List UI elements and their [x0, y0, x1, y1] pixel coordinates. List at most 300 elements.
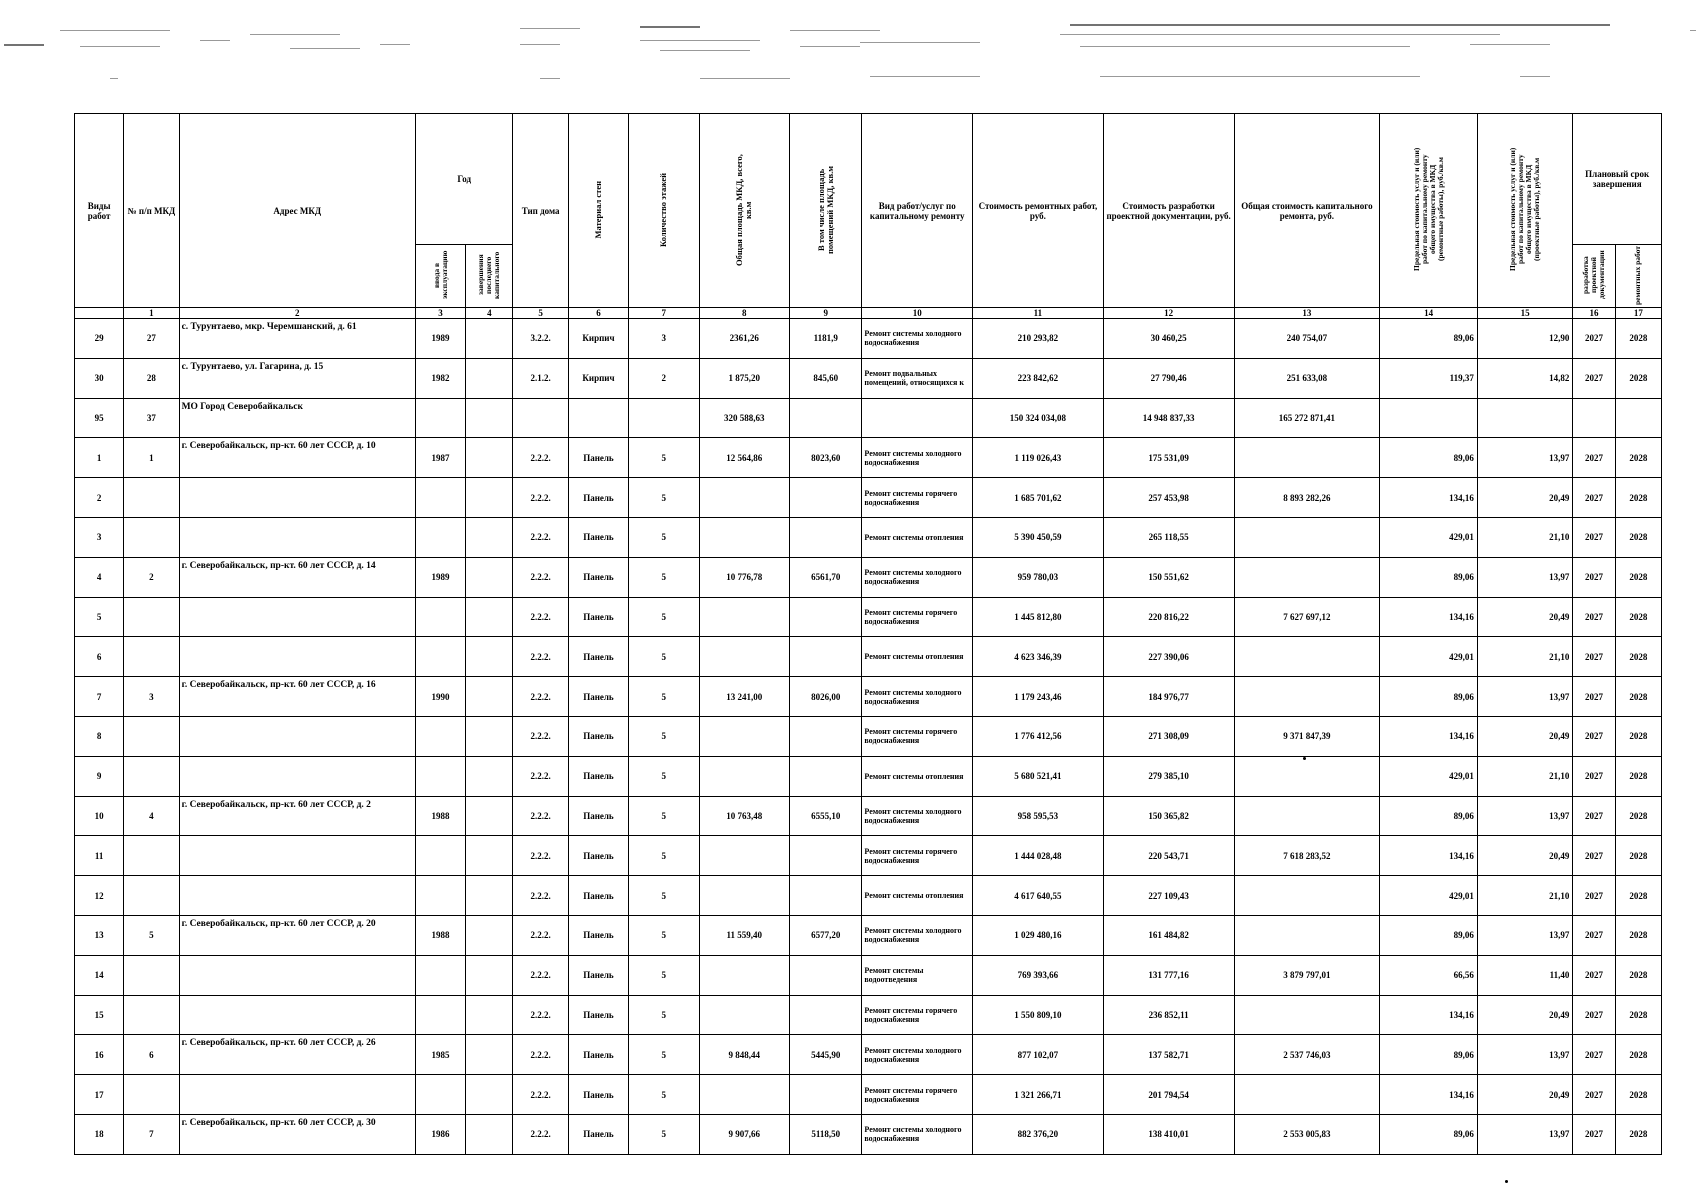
- cell-limit-repair: 119,37: [1380, 358, 1478, 398]
- table-row: [75, 836, 1662, 876]
- cell-limit-repair: 134,16: [1380, 478, 1478, 518]
- cell-year-repair: [466, 836, 513, 876]
- cell-total-area: [699, 716, 790, 756]
- cell-house-type: [513, 398, 568, 438]
- cell-repair-cost: 877 102,07: [973, 1035, 1104, 1075]
- cell-limit-design: 12,90: [1477, 319, 1573, 359]
- cell-year-commission: 1989: [415, 319, 465, 359]
- cell-total-area: 10 763,48: [699, 796, 790, 836]
- cell-premises-area: [790, 716, 862, 756]
- col-index: 14: [1380, 308, 1478, 319]
- cell-work-kind: Ремонт системы горячего водоснабжения: [862, 716, 973, 756]
- cell-year-repair: [466, 358, 513, 398]
- cell-year-commission: 1989: [415, 557, 465, 597]
- cell-mkd-no: [124, 756, 179, 796]
- table-row: [75, 478, 1662, 518]
- cell-address: [179, 756, 415, 796]
- cell-total-area: [699, 955, 790, 995]
- cell-house-type: 2.2.2.: [513, 876, 568, 916]
- cell-address: с. Турунтаево, мкр. Черемшанский, д. 61: [179, 319, 415, 359]
- table-row: [75, 1114, 1662, 1154]
- cell-year-repair: [466, 1075, 513, 1115]
- cell-total-area: [699, 637, 790, 677]
- cell-total-cost: 2 537 746,03: [1234, 1035, 1380, 1075]
- cell-house-type: 2.2.2.: [513, 1114, 568, 1154]
- cell-address: г. Северобайкальск, пр-кт. 60 лет СССР, д. 30: [179, 1114, 415, 1154]
- cell-mkd-no: [124, 876, 179, 916]
- cell-deadline-design: 2027: [1573, 637, 1615, 677]
- cell-total-cost: [1234, 756, 1380, 796]
- cell-wall-material: Панель: [568, 438, 628, 478]
- cell-year-commission: [415, 836, 465, 876]
- cell-floors: 5: [629, 1114, 699, 1154]
- cell-floors: 5: [629, 438, 699, 478]
- cell-work-no: 7: [75, 677, 124, 717]
- table-row: [75, 756, 1662, 796]
- cell-limit-repair: 89,06: [1380, 677, 1478, 717]
- cell-premises-area: 6555,10: [790, 796, 862, 836]
- cell-deadline-repair: 2028: [1615, 597, 1661, 637]
- cell-work-kind: Ремонт системы холодного водоснабжения: [862, 677, 973, 717]
- cell-deadline-repair: 2028: [1615, 876, 1661, 916]
- cell-limit-repair: 429,01: [1380, 517, 1478, 557]
- cell-deadline-design: 2027: [1573, 677, 1615, 717]
- cell-work-kind: Ремонт системы горячего водоснабжения: [862, 478, 973, 518]
- cell-work-no: 29: [75, 319, 124, 359]
- th-limit-repair: Предельная стоимость услуг и (или) работ по капитальному ремонту общего имущества в МКД (ремонтные работы), руб./кв.м: [1380, 114, 1478, 308]
- cell-deadline-repair: 2028: [1615, 836, 1661, 876]
- table-row: [75, 517, 1662, 557]
- cell-deadline-repair: 2028: [1615, 995, 1661, 1035]
- cell-total-cost: 8 893 282,26: [1234, 478, 1380, 518]
- cell-limit-design: 13,97: [1477, 915, 1573, 955]
- cell-deadline-repair: 2028: [1615, 955, 1661, 995]
- cell-design-cost: 150 551,62: [1103, 557, 1234, 597]
- cell-wall-material: Панель: [568, 955, 628, 995]
- capital-repair-plan-table: [74, 113, 1662, 1155]
- cell-work-no: 14: [75, 955, 124, 995]
- th-wall-material: Материал стен: [568, 114, 628, 308]
- cell-limit-repair: 134,16: [1380, 836, 1478, 876]
- table-row: [75, 438, 1662, 478]
- cell-total-cost: [1234, 557, 1380, 597]
- table-row: [75, 1035, 1662, 1075]
- cell-limit-repair: 89,06: [1380, 438, 1478, 478]
- cell-premises-area: 5118,50: [790, 1114, 862, 1154]
- column-index-row: [75, 308, 1662, 319]
- table-row: [75, 876, 1662, 916]
- cell-repair-cost: 1 550 809,10: [973, 995, 1104, 1035]
- cell-total-area: [699, 876, 790, 916]
- cell-wall-material: Панель: [568, 1075, 628, 1115]
- cell-premises-area: 8023,60: [790, 438, 862, 478]
- cell-address: г. Северобайкальск, пр-кт. 60 лет СССР, д. 10: [179, 438, 415, 478]
- cell-design-cost: 161 484,82: [1103, 915, 1234, 955]
- cell-repair-cost: 210 293,82: [973, 319, 1104, 359]
- cell-address: г. Северобайкальск, пр-кт. 60 лет СССР, д. 14: [179, 557, 415, 597]
- cell-wall-material: Панель: [568, 1035, 628, 1075]
- cell-year-repair: [466, 995, 513, 1035]
- cell-deadline-design: 2027: [1573, 836, 1615, 876]
- cell-mkd-no: 7: [124, 1114, 179, 1154]
- cell-deadline-repair: 2028: [1615, 1114, 1661, 1154]
- cell-limit-design: 20,49: [1477, 478, 1573, 518]
- col-index: 7: [629, 308, 699, 319]
- cell-wall-material: Панель: [568, 836, 628, 876]
- cell-limit-repair: 89,06: [1380, 796, 1478, 836]
- th-total-area: Общая площадь МКД, всего, кв.м: [699, 114, 790, 308]
- cell-limit-design: 13,97: [1477, 677, 1573, 717]
- cell-limit-design: 11,40: [1477, 955, 1573, 995]
- cell-premises-area: [790, 1075, 862, 1115]
- cell-house-type: 2.2.2.: [513, 836, 568, 876]
- cell-limit-design: 20,49: [1477, 716, 1573, 756]
- cell-deadline-design: 2027: [1573, 995, 1615, 1035]
- cell-year-repair: [466, 716, 513, 756]
- cell-premises-area: [790, 478, 862, 518]
- cell-mkd-no: 5: [124, 915, 179, 955]
- cell-premises-area: [790, 756, 862, 796]
- cell-mkd-no: [124, 836, 179, 876]
- cell-limit-repair: 429,01: [1380, 876, 1478, 916]
- cell-floors: 2: [629, 358, 699, 398]
- cell-year-repair: [466, 796, 513, 836]
- th-design-cost: Стоимость разработки проектной документации, руб.: [1103, 114, 1234, 308]
- cell-address: с. Турунтаево, ул. Гагарина, д. 15: [179, 358, 415, 398]
- cell-repair-cost: 1 321 266,71: [973, 1075, 1104, 1115]
- cell-limit-repair: 134,16: [1380, 995, 1478, 1035]
- cell-year-commission: [415, 597, 465, 637]
- cell-total-area: [699, 517, 790, 557]
- cell-mkd-no: [124, 478, 179, 518]
- cell-total-cost: [1234, 677, 1380, 717]
- cell-floors: [629, 398, 699, 438]
- cell-repair-cost: 882 376,20: [973, 1114, 1104, 1154]
- cell-floors: 5: [629, 557, 699, 597]
- cell-deadline-design: 2027: [1573, 438, 1615, 478]
- cell-limit-repair: 89,06: [1380, 557, 1478, 597]
- cell-address: г. Северобайкальск, пр-кт. 60 лет СССР, д. 20: [179, 915, 415, 955]
- cell-house-type: 2.2.2.: [513, 677, 568, 717]
- cell-year-repair: [466, 637, 513, 677]
- cell-limit-design: 20,49: [1477, 995, 1573, 1035]
- cell-floors: 5: [629, 756, 699, 796]
- cell-house-type: 2.2.2.: [513, 557, 568, 597]
- cell-repair-cost: 1 685 701,62: [973, 478, 1104, 518]
- cell-house-type: 2.2.2.: [513, 517, 568, 557]
- cell-floors: 5: [629, 637, 699, 677]
- cell-year-repair: [466, 319, 513, 359]
- cell-mkd-no: [124, 716, 179, 756]
- cell-mkd-no: 2: [124, 557, 179, 597]
- cell-total-area: 11 559,40: [699, 915, 790, 955]
- cell-design-cost: 279 385,10: [1103, 756, 1234, 796]
- cell-premises-area: [790, 836, 862, 876]
- col-index: 6: [568, 308, 628, 319]
- cell-work-no: 12: [75, 876, 124, 916]
- cell-design-cost: 220 816,22: [1103, 597, 1234, 637]
- table-row: [75, 716, 1662, 756]
- cell-year-repair: [466, 517, 513, 557]
- cell-house-type: 2.2.2.: [513, 915, 568, 955]
- cell-total-area: [699, 1075, 790, 1115]
- cell-work-kind: Ремонт системы отопления: [862, 517, 973, 557]
- cell-design-cost: 220 543,71: [1103, 836, 1234, 876]
- col-index: 1: [124, 308, 179, 319]
- cell-premises-area: [790, 876, 862, 916]
- cell-design-cost: 184 976,77: [1103, 677, 1234, 717]
- cell-repair-cost: 5 680 521,41: [973, 756, 1104, 796]
- cell-wall-material: Панель: [568, 637, 628, 677]
- cell-work-kind: Ремонт системы горячего водоснабжения: [862, 1075, 973, 1115]
- cell-year-repair: [466, 478, 513, 518]
- cell-deadline-repair: 2028: [1615, 677, 1661, 717]
- scan-speck: [1303, 757, 1306, 760]
- col-index: 8: [699, 308, 790, 319]
- cell-deadline-design: 2027: [1573, 716, 1615, 756]
- cell-work-no: 1: [75, 438, 124, 478]
- cell-wall-material: Панель: [568, 915, 628, 955]
- table-row: [75, 398, 1662, 438]
- th-repair-cost: Стоимость ремонтных работ, руб.: [973, 114, 1104, 308]
- cell-year-commission: 1982: [415, 358, 465, 398]
- col-index: 2: [179, 308, 415, 319]
- cell-floors: 5: [629, 876, 699, 916]
- cell-address: [179, 637, 415, 677]
- cell-design-cost: 30 460,25: [1103, 319, 1234, 359]
- cell-total-area: 13 241,00: [699, 677, 790, 717]
- table-row: [75, 637, 1662, 677]
- cell-house-type: 2.2.2.: [513, 637, 568, 677]
- col-index: 12: [1103, 308, 1234, 319]
- cell-deadline-repair: 2028: [1615, 756, 1661, 796]
- cell-wall-material: Панель: [568, 557, 628, 597]
- cell-total-cost: 7 627 697,12: [1234, 597, 1380, 637]
- cell-deadline-design: 2027: [1573, 796, 1615, 836]
- cell-total-cost: 2 553 005,83: [1234, 1114, 1380, 1154]
- cell-total-cost: 7 618 283,52: [1234, 836, 1380, 876]
- cell-work-no: 11: [75, 836, 124, 876]
- cell-repair-cost: 959 780,03: [973, 557, 1104, 597]
- cell-deadline-repair: 2028: [1615, 517, 1661, 557]
- cell-deadline-design: 2027: [1573, 517, 1615, 557]
- cell-work-no: 30: [75, 358, 124, 398]
- cell-mkd-no: 28: [124, 358, 179, 398]
- cell-work-no: 6: [75, 637, 124, 677]
- cell-year-commission: 1988: [415, 915, 465, 955]
- cell-address: [179, 478, 415, 518]
- col-index: 5: [513, 308, 568, 319]
- cell-work-kind: Ремонт системы водоотведения: [862, 955, 973, 995]
- cell-mkd-no: [124, 955, 179, 995]
- cell-total-cost: [1234, 915, 1380, 955]
- cell-year-repair: [466, 597, 513, 637]
- cell-work-no: 17: [75, 1075, 124, 1115]
- cell-total-area: 12 564,86: [699, 438, 790, 478]
- cell-limit-design: 20,49: [1477, 836, 1573, 876]
- cell-work-no: 15: [75, 995, 124, 1035]
- cell-mkd-no: [124, 1075, 179, 1115]
- cell-deadline-repair: 2028: [1615, 557, 1661, 597]
- cell-year-repair: [466, 876, 513, 916]
- cell-work-kind: Ремонт системы отопления: [862, 637, 973, 677]
- cell-limit-design: 13,97: [1477, 1114, 1573, 1154]
- cell-mkd-no: 4: [124, 796, 179, 836]
- cell-wall-material: Панель: [568, 677, 628, 717]
- cell-address: г. Северобайкальск, пр-кт. 60 лет СССР, д. 26: [179, 1035, 415, 1075]
- cell-year-repair: [466, 438, 513, 478]
- cell-deadline-design: 2027: [1573, 319, 1615, 359]
- cell-year-commission: 1985: [415, 1035, 465, 1075]
- col-index: 15: [1477, 308, 1573, 319]
- cell-premises-area: [790, 637, 862, 677]
- cell-address: [179, 597, 415, 637]
- cell-year-commission: 1990: [415, 677, 465, 717]
- cell-year-commission: [415, 478, 465, 518]
- cell-total-area: 320 588,63: [699, 398, 790, 438]
- cell-deadline-design: 2027: [1573, 358, 1615, 398]
- cell-total-cost: 3 879 797,01: [1234, 955, 1380, 995]
- cell-work-no: 4: [75, 557, 124, 597]
- cell-design-cost: 257 453,98: [1103, 478, 1234, 518]
- cell-total-cost: 251 633,08: [1234, 358, 1380, 398]
- th-year-repair: завершения последнего капитального: [466, 245, 513, 308]
- cell-floors: 5: [629, 836, 699, 876]
- cell-work-no: 3: [75, 517, 124, 557]
- th-work-type: Виды работ: [75, 114, 124, 308]
- cell-year-commission: [415, 637, 465, 677]
- cell-limit-design: 13,97: [1477, 438, 1573, 478]
- cell-limit-repair: 429,01: [1380, 637, 1478, 677]
- cell-work-kind: Ремонт системы холодного водоснабжения: [862, 1035, 973, 1075]
- cell-work-kind: Ремонт системы холодного водоснабжения: [862, 796, 973, 836]
- cell-total-area: [699, 836, 790, 876]
- cell-wall-material: Панель: [568, 876, 628, 916]
- cell-wall-material: Панель: [568, 716, 628, 756]
- cell-floors: 5: [629, 1075, 699, 1115]
- cell-mkd-no: 3: [124, 677, 179, 717]
- cell-address: г. Северобайкальск, пр-кт. 60 лет СССР, д. 2: [179, 796, 415, 836]
- table-row: [75, 677, 1662, 717]
- cell-work-no: 5: [75, 597, 124, 637]
- cell-floors: 5: [629, 597, 699, 637]
- th-floors: Количество этажей: [629, 114, 699, 308]
- table-row: [75, 557, 1662, 597]
- cell-year-commission: 1988: [415, 796, 465, 836]
- cell-work-kind: Ремонт системы отопления: [862, 876, 973, 916]
- cell-deadline-repair: 2028: [1615, 1035, 1661, 1075]
- cell-address: г. Северобайкальск, пр-кт. 60 лет СССР, д. 16: [179, 677, 415, 717]
- cell-design-cost: 227 390,06: [1103, 637, 1234, 677]
- cell-year-commission: [415, 995, 465, 1035]
- table-row: [75, 597, 1662, 637]
- col-index: 13: [1234, 308, 1380, 319]
- th-total-cost: Общая стоимость капитального ремонта, руб.: [1234, 114, 1380, 308]
- cell-repair-cost: 769 393,66: [973, 955, 1104, 995]
- cell-mkd-no: 37: [124, 398, 179, 438]
- cell-deadline-repair: 2028: [1615, 915, 1661, 955]
- cell-work-no: 13: [75, 915, 124, 955]
- cell-deadline-repair: 2028: [1615, 438, 1661, 478]
- col-index: [75, 308, 124, 319]
- th-address: Адрес МКД: [179, 114, 415, 308]
- cell-total-cost: 9 371 847,39: [1234, 716, 1380, 756]
- cell-house-type: 2.2.2.: [513, 796, 568, 836]
- cell-premises-area: 6577,20: [790, 915, 862, 955]
- cell-repair-cost: 1 444 028,48: [973, 836, 1104, 876]
- table-row: [75, 796, 1662, 836]
- cell-floors: 5: [629, 796, 699, 836]
- cell-repair-cost: 1 445 812,80: [973, 597, 1104, 637]
- cell-house-type: 3.2.2.: [513, 319, 568, 359]
- cell-total-area: 9 848,44: [699, 1035, 790, 1075]
- cell-wall-material: [568, 398, 628, 438]
- cell-address: [179, 517, 415, 557]
- col-index: 9: [790, 308, 862, 319]
- table-row: [75, 319, 1662, 359]
- cell-address: [179, 1075, 415, 1115]
- cell-deadline-design: 2027: [1573, 1075, 1615, 1115]
- cell-design-cost: 131 777,16: [1103, 955, 1234, 995]
- cell-deadline-design: 2027: [1573, 756, 1615, 796]
- cell-limit-repair: 66,56: [1380, 955, 1478, 995]
- th-house-type: Тип дома: [513, 114, 568, 308]
- cell-deadline-repair: 2028: [1615, 716, 1661, 756]
- cell-mkd-no: [124, 517, 179, 557]
- cell-repair-cost: 4 617 640,55: [973, 876, 1104, 916]
- cell-work-kind: Ремонт системы горячего водоснабжения: [862, 836, 973, 876]
- cell-mkd-no: 6: [124, 1035, 179, 1075]
- cell-deadline-repair: 2028: [1615, 478, 1661, 518]
- cell-total-area: [699, 995, 790, 1035]
- cell-deadline-repair: 2028: [1615, 1075, 1661, 1115]
- cell-premises-area: [790, 398, 862, 438]
- cell-design-cost: 265 118,55: [1103, 517, 1234, 557]
- cell-premises-area: 845,60: [790, 358, 862, 398]
- cell-repair-cost: 150 324 034,08: [973, 398, 1104, 438]
- cell-repair-cost: 958 595,53: [973, 796, 1104, 836]
- col-index: 11: [973, 308, 1104, 319]
- cell-house-type: 2.1.2.: [513, 358, 568, 398]
- cell-premises-area: [790, 955, 862, 995]
- cell-address: [179, 716, 415, 756]
- cell-design-cost: 137 582,71: [1103, 1035, 1234, 1075]
- cell-total-area: 1 875,20: [699, 358, 790, 398]
- cell-floors: 5: [629, 716, 699, 756]
- cell-repair-cost: 5 390 450,59: [973, 517, 1104, 557]
- col-index: 16: [1573, 308, 1615, 319]
- th-mkd-no: № п/п МКД: [124, 114, 179, 308]
- cell-mkd-no: [124, 637, 179, 677]
- cell-design-cost: 14 948 837,33: [1103, 398, 1234, 438]
- cell-year-repair: [466, 677, 513, 717]
- cell-year-commission: [415, 716, 465, 756]
- cell-year-repair: [466, 398, 513, 438]
- cell-design-cost: 27 790,46: [1103, 358, 1234, 398]
- cell-year-repair: [466, 1114, 513, 1154]
- cell-total-area: [699, 478, 790, 518]
- cell-house-type: 2.2.2.: [513, 716, 568, 756]
- cell-limit-repair: 429,01: [1380, 756, 1478, 796]
- cell-work-kind: Ремонт системы горячего водоснабжения: [862, 597, 973, 637]
- table-row: [75, 955, 1662, 995]
- cell-deadline-repair: 2028: [1615, 796, 1661, 836]
- cell-floors: 5: [629, 478, 699, 518]
- cell-total-area: [699, 756, 790, 796]
- col-index: 17: [1615, 308, 1661, 319]
- cell-limit-design: 13,97: [1477, 1035, 1573, 1075]
- cell-work-no: 10: [75, 796, 124, 836]
